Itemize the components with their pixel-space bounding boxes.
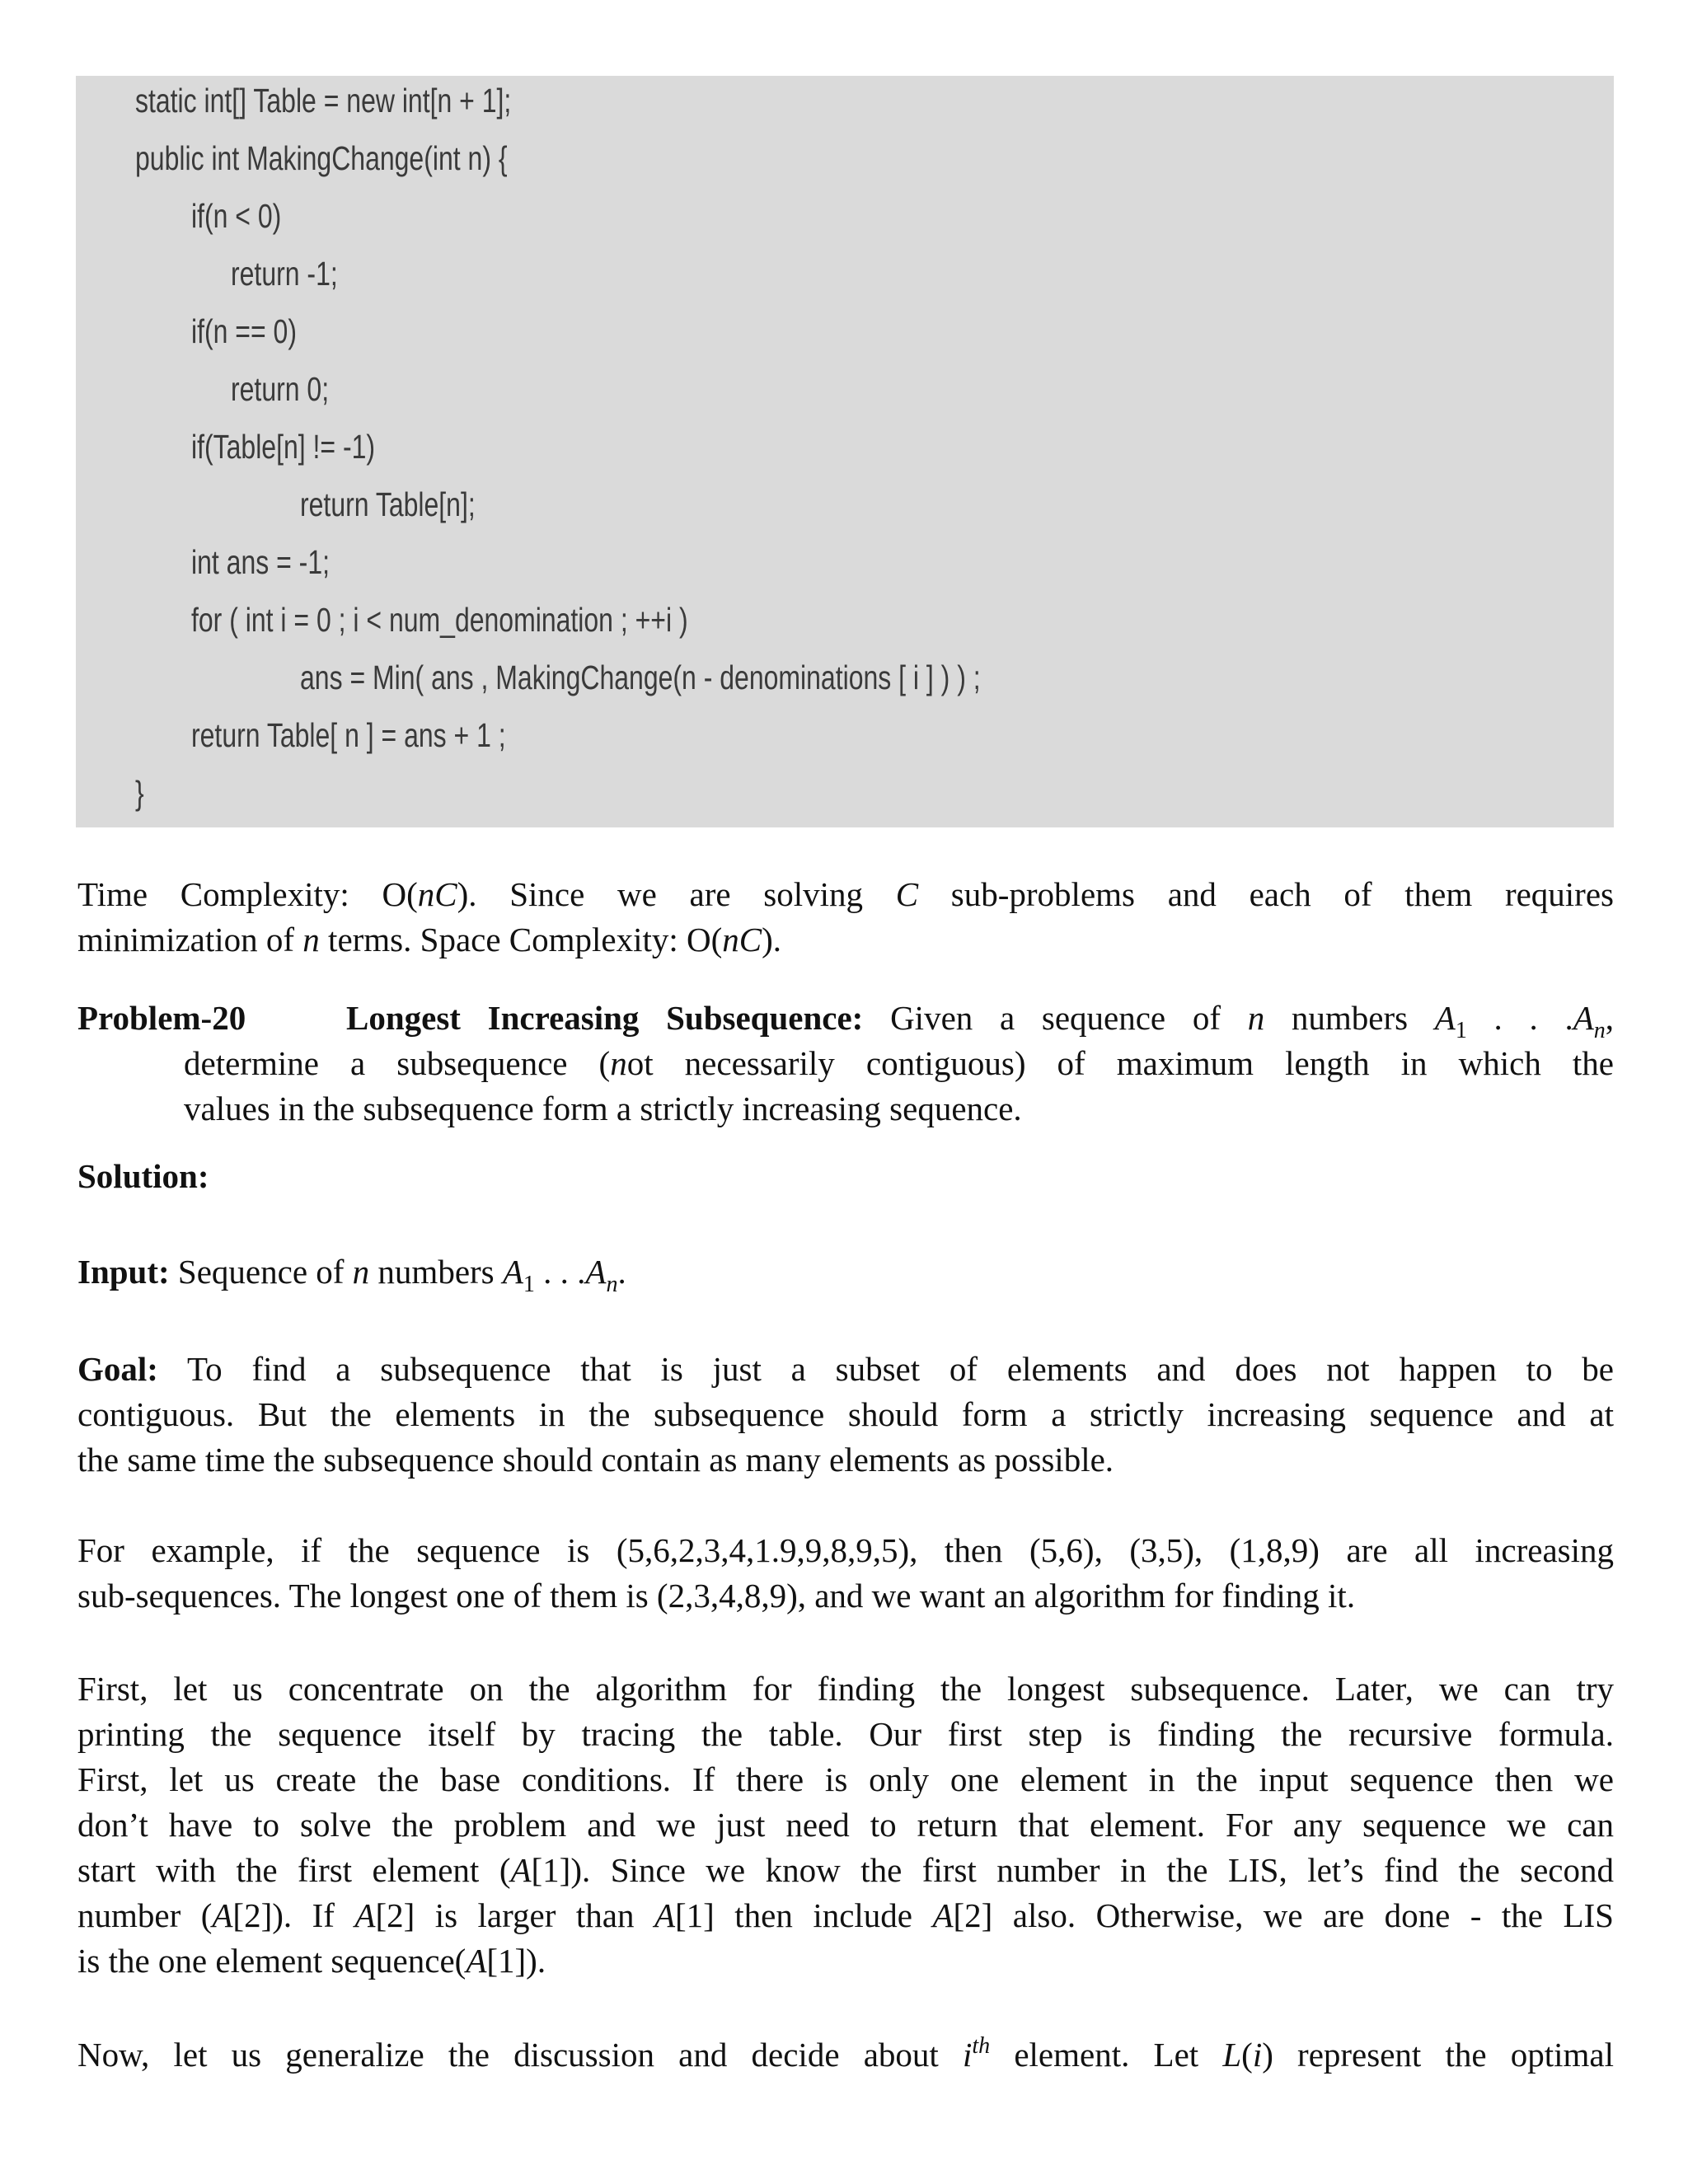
text-line: the same time the subsequence should contain as many elements as possible. [77,1441,1114,1479]
text-line: don’t have to solve the problem and we just need to return that element. For any sequence we can [77,1806,1614,1844]
complexity-paragraph [77,872,1614,963]
code-line: public int MakingChange(int n) { [135,139,508,177]
example-paragraph [77,1528,1614,1619]
text-line: Now, let us generalize the discussion and decide about $i^{th}$ element. Let L(i) represent the optimal [77,2033,1614,2074]
code-line: if(Table[n] != -1) [191,428,376,466]
text-line: sub-sequences. The longest one of them is (2,3,4,8,9), and we want an algorithm for finding it. [77,1577,1356,1615]
code-line: return Table[ n ] = ans + 1 ; [191,716,506,754]
code-line: } [135,774,144,812]
problem-statement-line: Longest Increasing Subsequence: Given a sequence of n numbers $A_1$ . . $.A_n$, [346,999,1615,1043]
code-line: return 0; [231,370,330,408]
approach-paragraph [77,1666,1614,1984]
text-line: determine a subsequence (not necessarily contiguous) of maximum length in which the [184,1044,1614,1082]
code-line: static int[] Table = new int[n + 1]; [135,82,512,120]
problem-statement [184,1041,1614,1132]
goal-paragraph [77,1347,1614,1483]
text-line: minimization of n terms. Space Complexity: O(nC). [77,921,782,958]
text-line: start with the first element (A[1]). Since we know the first number in the LIS, let’s find the second [77,1851,1614,1889]
code-line: return Table[n]; [300,485,476,523]
problem-label: Problem-20 [77,999,246,1037]
text-line: contiguous. But the elements in the subsequence should form a strictly increasing sequence and at [77,1395,1614,1433]
text-line: is the one element sequence(A[1]). [77,1942,546,1980]
code-line: if(n < 0) [191,197,282,235]
text-line: First, let us concentrate on the algorithm for finding the longest subsequence. Later, we can try [77,1670,1614,1708]
text-line: printing the sequence itself by tracing the table. Our first step is finding the recursive formula. [77,1715,1614,1753]
code-line: return -1; [231,255,338,293]
input-line: Input: Sequence of n numbers $A_1$ . . $.A_n$. [77,1253,626,1297]
code-line: int ans = -1; [191,543,330,581]
text-line: values in the subsequence form a strictly increasing sequence. [184,1090,1022,1127]
code-line: for ( int i = 0 ; i < num_denomination ; ++i ) [191,601,688,639]
text-line: For example, if the sequence is (5,6,2,3,4,1.9,9,8,9,5), then (5,6), (3,5), (1,8,9) are all increasing [77,1531,1614,1569]
problem-title: Longest Increasing Subsequence: [346,999,864,1037]
generalize-paragraph [77,2032,1614,2078]
code-listing [76,76,1614,827]
code-line: ans = Min( ans , MakingChange(n - denominations [ i ] ) ) ; [300,658,981,696]
text-line: number (A[2]). If A[2] is larger than A[1] then include A[2] also. Otherwise, we are done - the LIS [77,1896,1614,1934]
code-line: if(n == 0) [191,312,297,350]
solution-label: Solution: [77,1157,209,1195]
text-line: Goal: To find a subsequence that is just a subset of elements and does not happen to be [77,1350,1614,1388]
text-line: Time Complexity: O(nC). Since we are solving C sub-problems and each of them requires [77,875,1614,913]
text-line: First, let us create the base conditions. If there is only one element in the input sequence then we [77,1760,1614,1798]
